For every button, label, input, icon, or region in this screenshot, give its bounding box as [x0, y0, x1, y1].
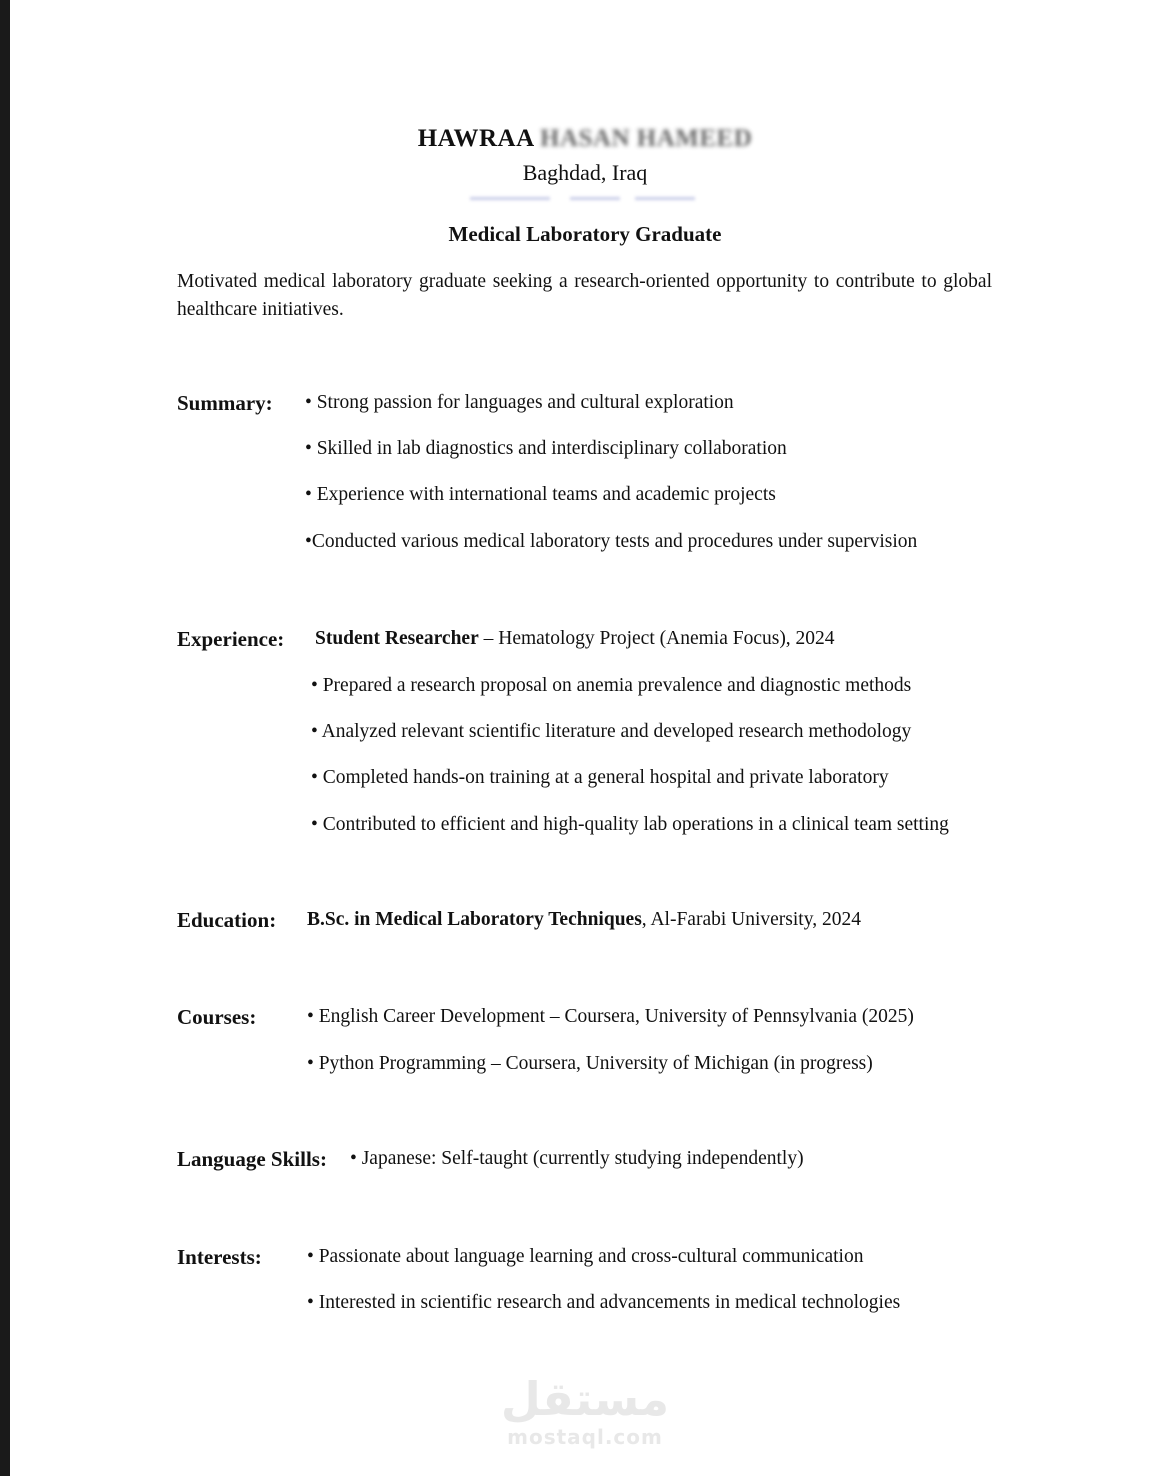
experience-label: Experience: [177, 627, 285, 651]
experience-item: • Analyzed relevant scientific literature and developed research methodology [311, 721, 912, 742]
courses-label: Courses: [177, 1005, 257, 1029]
summary-item: • Experience with international teams and academic projects [305, 484, 776, 505]
degree: B.Sc. in Medical Laboratory Techniques [307, 909, 642, 930]
course-item: • English Career Development – Coursera, University of Pennsylvania (2025) [307, 1006, 914, 1027]
mostaql-watermark [0, 1372, 1170, 1448]
experience-item: • Prepared a research proposal on anemia prevalence and diagnostic methods [311, 675, 912, 696]
education-label: Education: [177, 908, 277, 932]
headline: Medical Laboratory Graduate [448, 222, 722, 246]
redacted-email [470, 190, 700, 206]
objective-statement: Motivated medical laboratory graduate seeking a research-oriented opportunity to contribute to global healthcare initiatives. [177, 271, 992, 320]
interests-label: Interests: [177, 1245, 262, 1269]
language-item: • Japanese: Self-taught (currently studying independently) [350, 1148, 804, 1169]
interest-item: • Interested in scientific research and advancements in medical technologies [307, 1292, 901, 1313]
summary-item: • Skilled in lab diagnostics and interdisciplinary collaboration [305, 438, 787, 459]
summary-label: Summary: [177, 391, 273, 415]
language-skills-label: Language Skills: [177, 1147, 327, 1171]
summary-item: • Strong passion for languages and cultural exploration [305, 392, 734, 413]
candidate-name [0, 125, 1170, 153]
interest-item: • Passionate about language learning and cross-cultural communication [307, 1246, 864, 1267]
location: Baghdad, Iraq [522, 160, 648, 185]
course-item: • Python Programming – Coursera, University of Michigan (in progress) [307, 1053, 873, 1074]
redacted-surname: HASAN HAMEED [540, 125, 753, 152]
role-detail: – Hematology Project (Anemia Focus), 2024 [478, 628, 835, 649]
watermark-arabic: مستقل [500, 1372, 670, 1426]
education-detail: , Al-Farabi University, 2024 [641, 909, 861, 930]
first-name: HAWRAA [417, 125, 534, 152]
experience-item: • Completed hands-on training at a general hospital and private laboratory [311, 767, 889, 788]
role-title: Student Researcher [315, 628, 479, 649]
experience-item: • Contributed to efficient and high-quality lab operations in a clinical team setting [311, 814, 949, 835]
watermark-latin: mostaql.com [507, 1425, 663, 1449]
experience-role [315, 628, 835, 650]
summary-item: •Conducted various medical laboratory tests and procedures under supervision [305, 531, 918, 552]
education-entry [307, 909, 861, 931]
